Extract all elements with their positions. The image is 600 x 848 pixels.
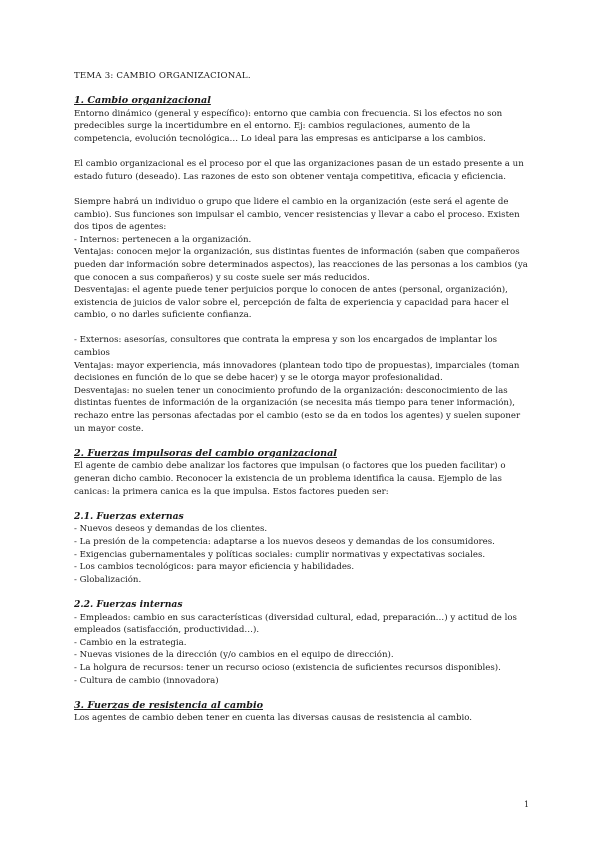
internos-item: - Internos: pertenecen a la organización. — [74, 234, 252, 245]
list-item: - Cultura de cambio (innovadora) — [74, 675, 219, 686]
list-item: - Nuevas visiones de la dirección (y/o cambios en el equipo de dirección). — [74, 650, 394, 661]
externos-ventajas: Ventajas: mayor experiencia, más innovadores (plantean todo tipo de propuestas), imparciales (toman decisiones en función de lo que se debe hacer) y se le otorga mayor profesionalidad. — [74, 360, 520, 384]
externos-item: - Externos: asesorías, consultores que contrata la empresa y son los encargados de implantar los cambios — [74, 335, 498, 359]
fuerzas-externas-heading: 2.1. Fuerzas externas — [74, 510, 184, 522]
document-title: TEMA 3: CAMBIO ORGANIZACIONAL. — [74, 71, 251, 81]
externos-desventajas: Desventajas: no suelen tener un conocimiento profundo de la organización: desconocimiento de las distintas fuentes de información de la organización (se necesita más tiempo para tener información), rechazo entre las personas afectadas por el cambio (esto se da en todos los agentes) y suelen suponer un mayor coste. — [74, 385, 521, 434]
list-item: - Los cambios tecnológicos: para mayor eficiencia y habilidades. — [74, 562, 355, 573]
section-1-heading: 1. Cambio organizacional — [74, 95, 211, 107]
list-item: - Cambio en la estrategia. — [74, 637, 187, 648]
section-1-paragraph-1: Entorno dinámico (general y específico): entorno que cambia con frecuencia. Si los efectos no son predecibles surge la incertidumbre en el entorno. Ej: cambios regulaciones, aumento de la competencia, evolución tecnológica… Lo ideal para las empresas es anticiparse a los cambios. — [74, 108, 503, 144]
list-item: - Globalización. — [74, 574, 142, 585]
list-item: - Empleados: cambio en sus características (diversidad cultural, edad, preparación…) y actitud de los empleados (satisfacción, productividad…). — [74, 612, 517, 636]
document-page — [74, 70, 530, 725]
internos-desventajas: Desventajas: el agente puede tener perjuicios porque lo conocen de antes (personal, organización), existencia de juicios de valor sobre el, percepción de falta de experiencia y capacidad para hacer el cambio, o no darles suficiente confianza. — [74, 285, 509, 321]
list-item: - La holgura de recursos: tener un recurso ocioso (existencia de suficientes recursos disponibles). — [74, 662, 501, 673]
section-3-paragraph-1: Los agentes de cambio deben tener en cuenta las diversas causas de resistencia al cambio. — [74, 713, 472, 724]
fuerzas-internas-heading: 2.2. Fuerzas internas — [74, 598, 183, 610]
list-item: - Nuevos deseos y demandas de los clientes. — [74, 524, 268, 535]
page-number: 1 — [524, 800, 530, 809]
list-item: - Exigencias gubernamentales y políticas sociales: cumplir normativas y expectativas sociales. — [74, 549, 486, 560]
section-2-paragraph-1: El agente de cambio debe analizar los factores que impulsan (o factores que los pueden facilitar) o generan dicho cambio. Reconocer la existencia de un problema identifica la causa. Ejemplo de las canicas: la primera canica es la que impulsa. Estos factores pueden ser: — [74, 461, 506, 497]
section-2-heading: 2. Fuerzas impulsoras del cambio organizacional — [74, 447, 337, 459]
section-1-paragraph-2: El cambio organizacional es el proceso por el que las organizaciones pasan de un estado presente a un estado futuro (deseado). Las razones de esto son obtener ventaja competitiva, eficacia y eficiencia. — [74, 159, 524, 182]
section-3-heading: 3. Fuerzas de resistencia al cambio — [74, 699, 264, 711]
section-1-paragraph-3: Siempre habrá un individuo o grupo que lidere el cambio en la organización (este será el agente de cambio). Sus funciones son impulsar el cambio, vencer resistencias y llevar a cabo el proceso. Existen dos tipos de agentes: — [74, 196, 520, 233]
list-item: - La presión de la competencia: adaptarse a los nuevos deseos y demandas de los consumidores. — [74, 536, 495, 547]
internos-ventajas: Ventajas: conocen mejor la organización, sus distintas fuentes de información (saben que compañeros pueden dar información sobre determinados aspectos), las reacciones de las personas a los cambios (ya que conocen a sus compañeros) y su coste suele ser más reducidos. — [74, 247, 528, 283]
